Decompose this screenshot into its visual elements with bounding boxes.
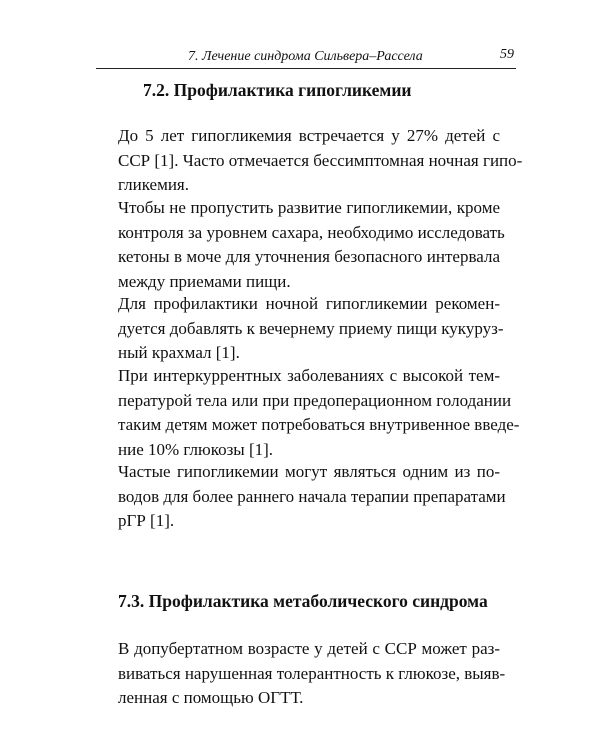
text-line: ССР [1]. Часто отмечается бессимптомная ночная гипо- (118, 150, 523, 170)
text-line: рГР [1]. (118, 511, 175, 530)
text-line: Для профилактики ночной гипогликемии рекомен- (118, 294, 500, 313)
text-line: Частые гипогликемии могут являться одним из по- (118, 462, 500, 481)
paragraph (118, 292, 504, 366)
text-line: ный крахмал [1]. (118, 343, 240, 362)
paragraph (118, 460, 506, 534)
text-line: дуется добавлять к вечернему приему пищи кукуруз- (118, 318, 504, 338)
text-line: В допубертатном возрасте у детей с ССР может раз- (118, 639, 500, 658)
section-heading-7-2: 7.2. Профилактика гипогликемии (143, 80, 412, 100)
page-number: 59 (500, 47, 514, 62)
text-line: При интеркуррентных заболеваниях с высокой тем- (118, 366, 500, 385)
text-line: кетоны в моче для уточнения безопасного интервала (118, 247, 500, 266)
text-line: ние 10% глюкозы [1]. (118, 439, 274, 459)
text-line: ленная с помощью ОГТТ. (118, 688, 304, 707)
text-line: контроля за уровнем сахара, необходимо исследовать (118, 222, 505, 242)
section-heading-7-3: 7.3. Профилактика метаболического синдрома (118, 591, 488, 611)
text-line: До 5 лет гипогликемия встречается у 27% детей с (118, 126, 500, 145)
paragraph (118, 364, 520, 462)
text-line: пературой тела или при предоперационном голодании (118, 390, 512, 410)
running-header (96, 46, 516, 69)
text-line: таким детям может потребоваться внутривенное введе- (118, 415, 520, 434)
paragraph (118, 124, 523, 198)
text-line: между приемами пищи. (118, 271, 291, 291)
paragraph (118, 637, 506, 711)
paragraph (118, 196, 505, 294)
text-line: водов для более раннего начала терапии препаратами (118, 486, 506, 506)
text-line: виваться нарушенная толерантность к глюкозе, выяв- (118, 663, 506, 683)
text-line: гликемия. (118, 175, 189, 194)
text-line: Чтобы не пропустить развитие гипогликемии, кроме (118, 198, 500, 217)
running-title: 7. Лечение синдрома Сильвера–Рассела (188, 49, 423, 64)
